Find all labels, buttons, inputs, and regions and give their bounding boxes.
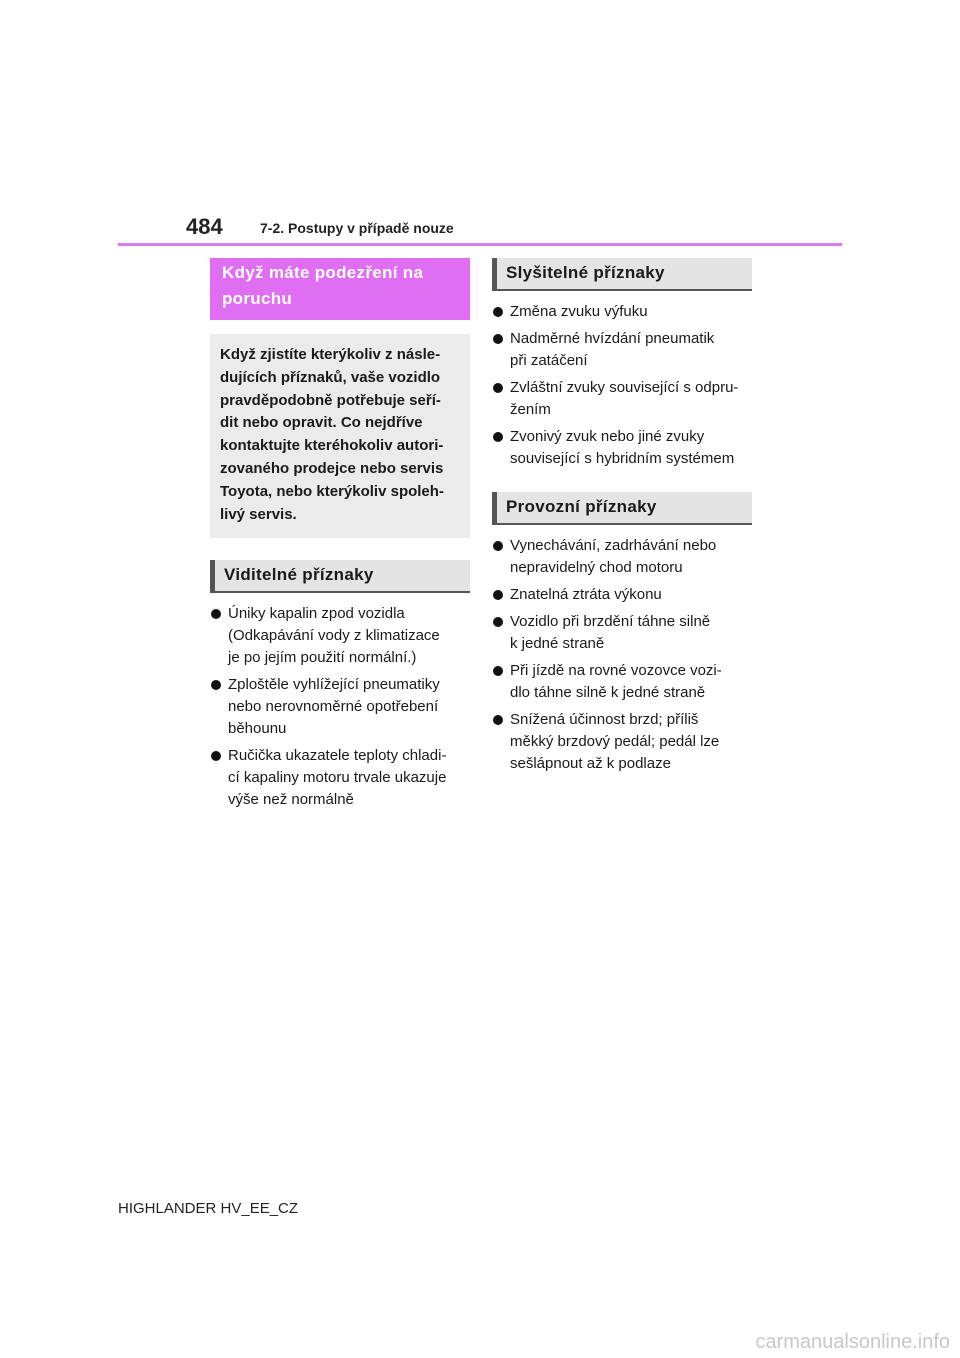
bullet-icon (493, 617, 503, 627)
list-item-line: Zvonivý zvuk nebo jiné zvuky (510, 428, 705, 445)
list-item-line: cí kapaliny motoru trvale ukazuje (228, 769, 447, 787)
left-column (210, 258, 470, 816)
list-item-line: při zatáčení (510, 352, 588, 369)
audible-symptoms-list (492, 301, 752, 470)
operational-symptoms-list (492, 535, 752, 775)
list-item-line: Úniky kapalin zpod vozidla (228, 605, 405, 623)
intro-line: kontaktujte kteréhokoliv autori- (220, 437, 444, 455)
list-item-line: měkký brzdový pedál; pedál lze (510, 733, 720, 750)
list-item-line: Ručička ukazatele teploty chladi- (228, 747, 447, 765)
audible-symptoms-heading: Slyšitelné příznaky (492, 258, 752, 291)
list-item-line: nebo nerovnoměrné opotřebení (228, 698, 439, 716)
list-item (492, 426, 752, 470)
list-item (492, 611, 752, 655)
list-item-line: související s hybridním systémem (510, 450, 735, 467)
bullet-icon (493, 432, 503, 442)
operational-symptoms-heading: Provozní příznaky (492, 492, 752, 525)
list-item (492, 301, 752, 323)
list-item-line: žením (510, 401, 551, 418)
list-item-line: výše než normálně (228, 791, 354, 809)
right-column (492, 258, 752, 780)
list-item-line: Znatelná ztráta výkonu (510, 586, 662, 603)
list-item-line: Změna zvuku výfuku (510, 303, 648, 320)
list-item-line: Snížená účinnost brzd; příliš (510, 711, 699, 728)
bullet-icon (493, 307, 503, 317)
list-item (210, 674, 470, 740)
list-item (492, 328, 752, 372)
list-item-line: nepravidelný chod motoru (510, 559, 683, 576)
intro-line: dujících příznaků, vaše vozidlo (220, 368, 441, 386)
intro-line: Když zjistíte kterýkoliv z násle- (220, 346, 441, 363)
list-item-line: Nadměrné hvízdání pneumatik (510, 330, 715, 347)
intro-line: dit nebo opravit. Co nejdříve (220, 414, 423, 432)
visible-symptoms-list (210, 603, 470, 811)
list-item-line: Vynechávání, zadrhávání nebo (510, 537, 717, 554)
list-item-line: Při jízdě na rovné vozovce vozi- (510, 662, 722, 679)
intro-line: Toyota, nebo kterýkoliv spoleh- (220, 482, 444, 500)
bullet-icon (493, 541, 503, 551)
section-title: 7-2. Postupy v případě nouze (260, 220, 454, 236)
list-item-line: Zvláštní zvuky související s odpru- (510, 379, 739, 396)
bullet-icon (493, 666, 503, 676)
list-item-line: je po jejím použití normální.) (228, 649, 417, 667)
watermark: carmanualsonline.info (755, 1331, 950, 1353)
intro-box (210, 334, 470, 538)
intro-line: zovaného prodejce nebo servis (220, 459, 444, 477)
list-item (210, 745, 470, 811)
list-item (492, 584, 752, 606)
list-item (492, 660, 752, 704)
list-item-line: běhounu (228, 720, 287, 738)
list-item-line: dlo táhne silně k jedné straně (510, 684, 706, 701)
bullet-icon (493, 334, 503, 344)
intro-line: livý servis. (220, 505, 297, 523)
bullet-icon (211, 751, 221, 761)
list-item-line: (Odkapávání vody z klimatizace (228, 627, 440, 645)
bullet-icon (211, 609, 221, 619)
list-item-line: sešlápnout až k podlaze (510, 755, 671, 772)
list-item-line: Zploštěle vyhlížející pneumatiky (228, 676, 440, 694)
bullet-icon (211, 680, 221, 690)
bullet-icon (493, 383, 503, 393)
malfunction-title-box: Když máte podezření na poruchu (210, 258, 470, 320)
list-item (210, 603, 470, 669)
list-item (492, 377, 752, 421)
list-item-line: k jedné straně (510, 635, 605, 652)
footer-model: HIGHLANDER HV_EE_CZ (118, 1200, 299, 1217)
visible-symptoms-heading: Viditelné příznaky (210, 560, 470, 593)
page-number: 484 (186, 214, 223, 239)
list-item-line: Vozidlo při brzdění táhne silně (510, 613, 711, 630)
list-item (492, 709, 752, 775)
bullet-icon (493, 590, 503, 600)
header-rule (118, 243, 842, 246)
intro-line: pravděpodobně potřebuje seří- (220, 391, 441, 409)
bullet-icon (493, 715, 503, 725)
list-item (492, 535, 752, 579)
